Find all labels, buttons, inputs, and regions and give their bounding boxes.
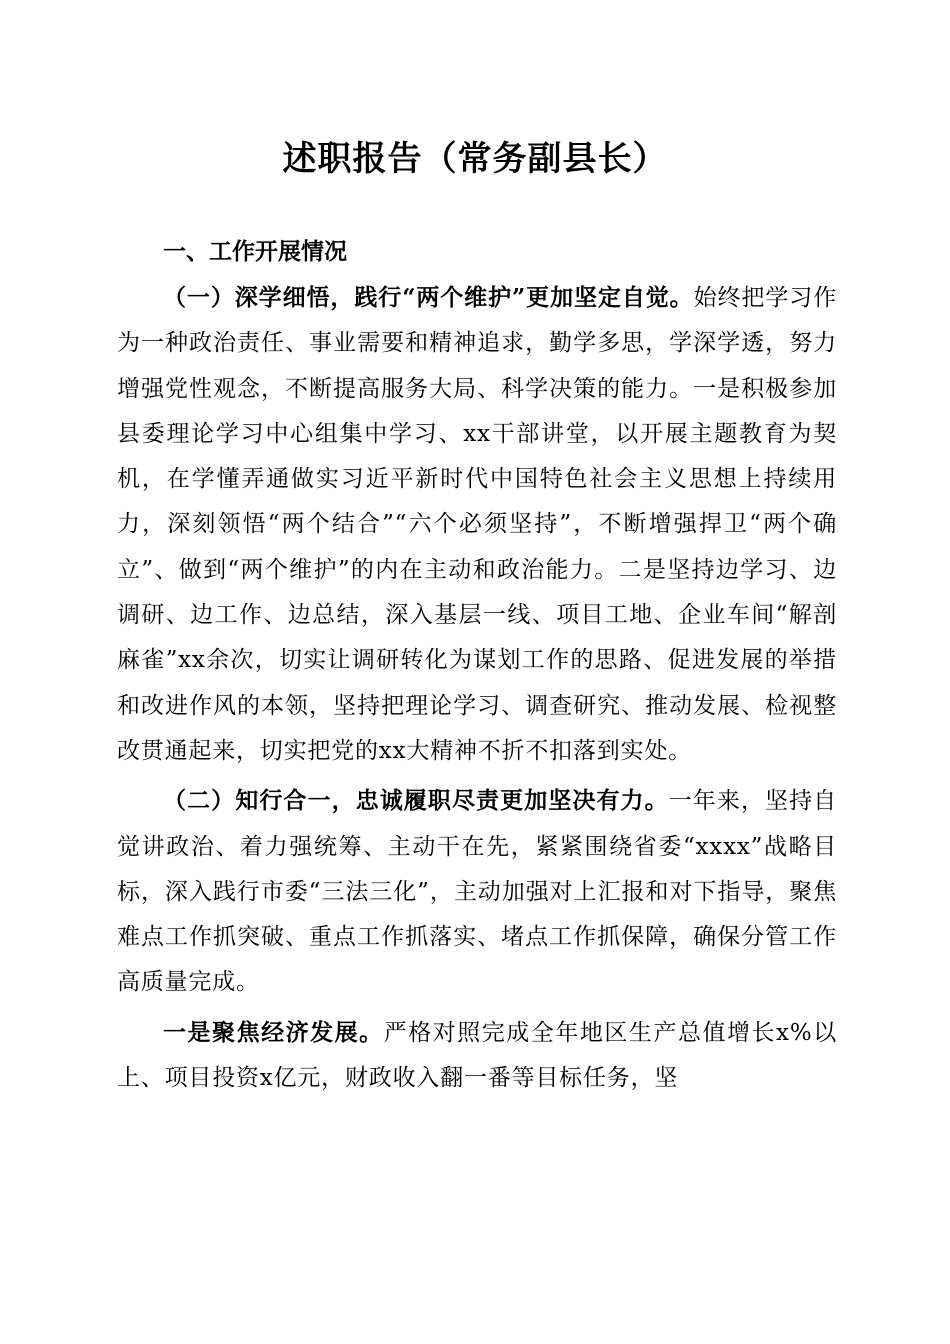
paragraph-text: 严格对照完成全年地区生产总值增长x%以上、项目投资x亿元，财政收入翻一番等目标任务，坚	[117, 1019, 837, 1092]
paragraph-text: 一年来，坚持自觉讲政治、着力强统筹、主动干在先，紧紧围绕省委“xxxx”战略目标，深入践行市委“三法三化”，主动加强对上汇报和对下指导，聚焦难点工作抓突破、重点工作抓落实、堵点工作抓保障，确保分管工作高质量完成。	[117, 788, 837, 996]
paragraph-duty	[117, 778, 837, 1005]
document-title: 述职报告（常务副县长）	[282, 139, 668, 179]
section-heading: 一、工作开展情况	[163, 239, 347, 265]
paragraph-lead: （一）深学细悟，践行“两个维护”更加坚定自觉。	[163, 284, 694, 311]
paragraph-economy	[117, 1010, 837, 1102]
paragraph-study	[117, 275, 837, 774]
document-body	[117, 230, 837, 1101]
paragraph-text: 始终把学习作为一种政治责任、事业需要和精神追求，勤学多思，学深学透，努力增强党性观念，不断提高服务大局、科学决策的能力。一是积极参加县委理论学习中心组集中学习、xx干部讲堂，以开展主题教育为契机，在学懂弄通做实习近平新时代中国特色社会主义思想上持续用力，深刻领悟“两个结合”“六个必须坚持”，不断增强捍卫“两个确立”、做到“两个维护”的内在主动和政治能力。二是坚持边学习、边调研、边工作、边总结，深入基层一线、项目工地、企业车间“解剖麻雀”xx余次，切实让调研转化为谋划工作的思路、促进发展的举措和改进作风的本领，坚持把理论学习、调查研究、推动发展、检视整改贯通起来，切实把党的xx大精神不折不扣落到实处。	[117, 285, 837, 764]
paragraph-lead: （二）知行合一，忠诚履职尽责更加坚决有力。	[163, 787, 669, 815]
paragraph-lead: 一是聚焦经济发展。	[163, 1018, 384, 1046]
